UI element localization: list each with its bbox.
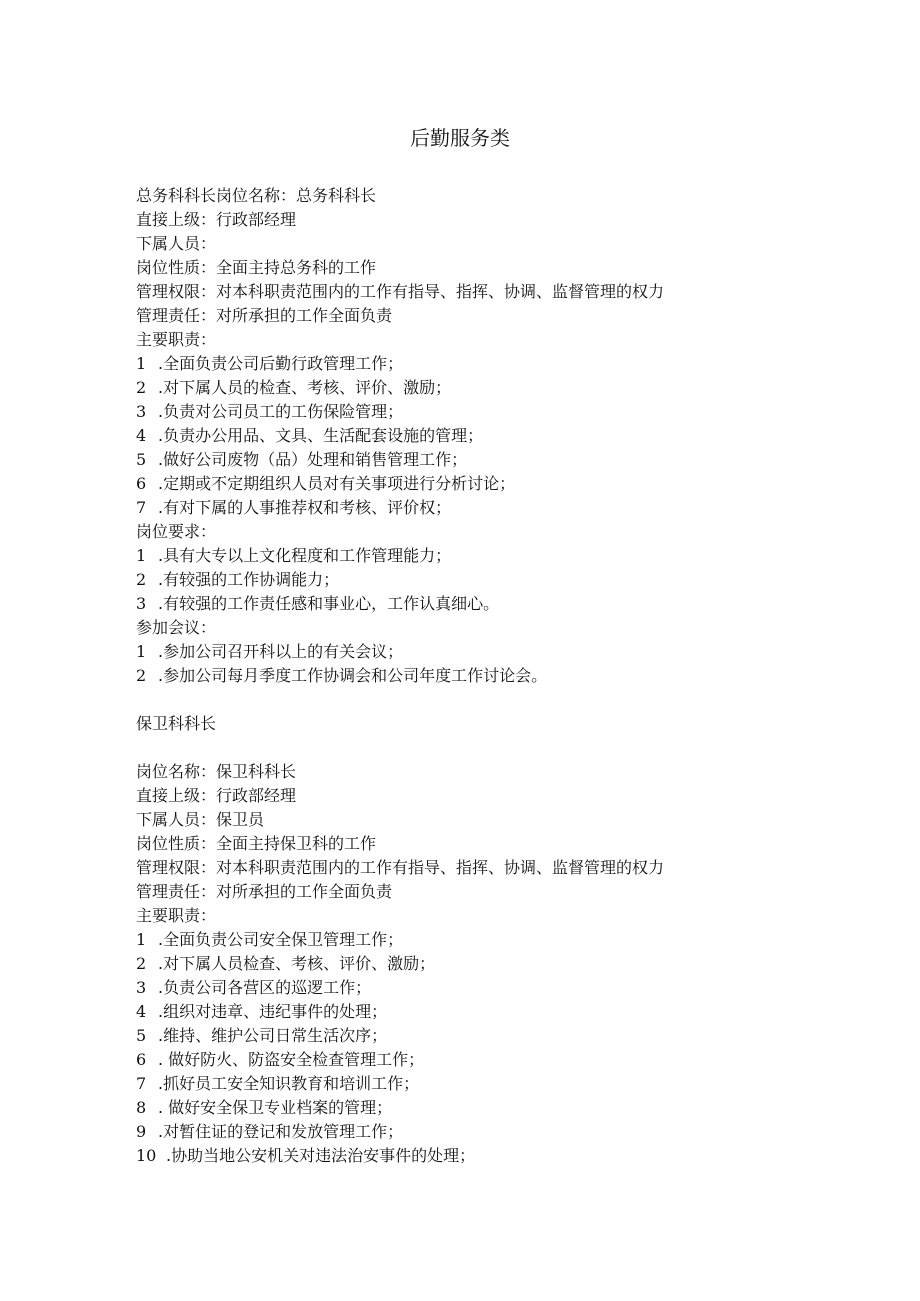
- duties-list: [136, 352, 816, 520]
- list-item: 1 .全面负责公司安全保卫管理工作；: [136, 930, 404, 949]
- list-item: 4 .负责办公用品、文具、生活配套设施的管理；: [136, 426, 484, 445]
- direct-superior-line: 直接上级：行政部经理: [136, 786, 297, 805]
- list-item: 8 . 做好安全保卫专业档案的管理；: [136, 1098, 393, 1117]
- list-item: 5 .做好公司废物（品）处理和销售管理工作；: [136, 450, 468, 469]
- duties-list: [136, 928, 816, 1168]
- document-title: 后勤服务类: [410, 126, 510, 150]
- position-name-line: 总务科科长岗位名称：总务科科长: [136, 186, 377, 205]
- meetings-list: [136, 640, 816, 688]
- section-title-security-chief: 保卫科科长: [136, 714, 217, 733]
- list-item: 2 .参加公司每月季度工作协调会和公司年度工作讨论会。: [136, 666, 548, 685]
- list-item: 1 .全面负责公司后勤行政管理工作；: [136, 354, 404, 373]
- position-nature-line: 岗位性质：全面主持总务科的工作: [136, 258, 377, 277]
- subordinates-line: 下属人员：保卫员: [136, 810, 265, 829]
- responsibility-line: 管理责任：对所承担的工作全面负责: [136, 306, 393, 325]
- list-item: 7 .抓好员工安全知识教育和培训工作；: [136, 1074, 420, 1093]
- list-item: 5 .维持、维护公司日常生活次序；: [136, 1026, 388, 1045]
- duties-heading: 主要职责：: [136, 906, 217, 925]
- list-item: 2 .对下属人员检查、考核、评价、激励；: [136, 954, 436, 973]
- section-general-affairs-chief: [136, 184, 816, 688]
- list-item: 7 .有对下属的人事推荐权和考核、评价权；: [136, 498, 452, 517]
- duties-heading: 主要职责：: [136, 330, 217, 349]
- list-item: 1 .参加公司召开科以上的有关会议；: [136, 642, 404, 661]
- list-item: 10 .协助当地公安机关对违法治安事件的处理；: [136, 1146, 476, 1165]
- list-item: 1 .具有大专以上文化程度和工作管理能力；: [136, 546, 452, 565]
- list-item: 6 . 做好防火、防盗安全检查管理工作；: [136, 1050, 425, 1069]
- requirements-list: [136, 544, 816, 616]
- direct-superior-line: 直接上级：行政部经理: [136, 210, 297, 229]
- list-item: 2 .有较强的工作协调能力；: [136, 570, 340, 589]
- list-item: 9 .对暂住证的登记和发放管理工作；: [136, 1122, 404, 1141]
- section-security-chief: [136, 760, 816, 1168]
- list-item: 3 .负责公司各营区的巡逻工作；: [136, 978, 372, 997]
- authority-line: 管理权限：对本科职责范围内的工作有指导、指挥、协调、监督管理的权力: [136, 858, 665, 877]
- list-item: 3 .有较强的工作责任感和事业心，工作认真细心。: [136, 594, 500, 613]
- list-item: 3 .负责对公司员工的工伤保险管理；: [136, 402, 404, 421]
- list-item: 6 .定期或不定期组织人员对有关事项进行分析讨论；: [136, 474, 516, 493]
- subordinates-line: 下属人员：: [136, 234, 217, 253]
- responsibility-line: 管理责任：对所承担的工作全面负责: [136, 882, 393, 901]
- position-nature-line: 岗位性质：全面主持保卫科的工作: [136, 834, 377, 853]
- requirements-heading: 岗位要求：: [136, 522, 217, 541]
- authority-line: 管理权限：对本科职责范围内的工作有指导、指挥、协调、监督管理的权力: [136, 282, 665, 301]
- list-item: 2 .对下属人员的检查、考核、评价、激励；: [136, 378, 452, 397]
- meetings-heading: 参加会议：: [136, 618, 217, 637]
- position-name-line: 岗位名称：保卫科科长: [136, 762, 297, 781]
- list-item: 4 .组织对违章、违纪事件的处理；: [136, 1002, 388, 1021]
